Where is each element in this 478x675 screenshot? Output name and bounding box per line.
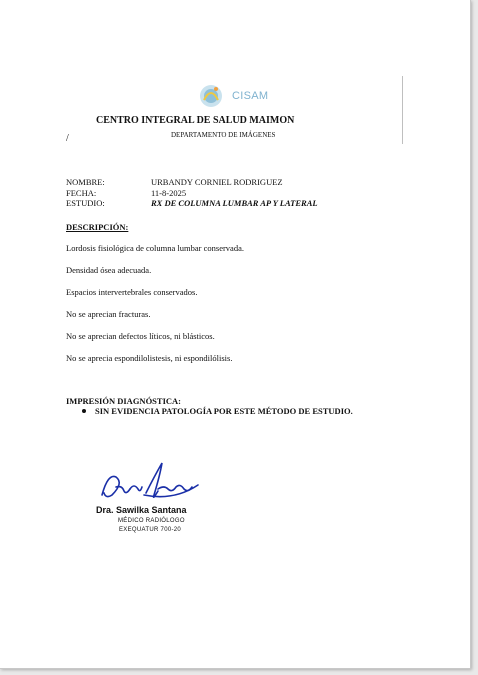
department-name: DEPARTAMENTO DE IMÁGENES bbox=[171, 131, 276, 139]
description-line: No se aprecian defectos líticos, ni blásticos. bbox=[66, 331, 215, 341]
header-divider bbox=[402, 76, 403, 144]
signer-title: MÉDICO RADIÓLOGO bbox=[118, 518, 185, 524]
date-label: FECHA: bbox=[66, 188, 97, 198]
signer-exequatur: EXEQUATUR 700-20 bbox=[119, 527, 182, 533]
name-value: URBANDY CORNIEL RODRIGUEZ bbox=[151, 177, 283, 187]
impression-item: SIN EVIDENCIA PATOLOGÍA POR ESTE MÉTODO DE ESTUDIO. bbox=[95, 406, 353, 416]
description-line: Lordosis fisiológica de columna lumbar conservada. bbox=[66, 243, 244, 253]
date-value: 11-8-2025 bbox=[151, 188, 187, 198]
description-line: No se aprecian fracturas. bbox=[66, 309, 151, 319]
handwritten-signature-icon bbox=[94, 455, 206, 505]
description-line: No se aprecia espondilolistesis, ni espondilólisis. bbox=[66, 353, 233, 363]
logo-text: CISAM bbox=[232, 90, 269, 102]
study-value: RX DE COLUMNA LUMBAR AP Y LATERAL bbox=[151, 198, 318, 208]
name-label: NOMBRE: bbox=[66, 177, 105, 187]
impression-heading: IMPRESIÓN DIAGNÓSTICA: bbox=[66, 396, 181, 406]
description-line: Densidad ósea adecuada. bbox=[66, 265, 152, 275]
study-label: ESTUDIO: bbox=[66, 198, 105, 208]
stray-mark: / bbox=[66, 133, 69, 144]
description-heading: DESCRIPCIÓN: bbox=[66, 222, 129, 232]
organization-name: CENTRO INTEGRAL DE SALUD MAIMON bbox=[96, 115, 295, 126]
bullet-icon bbox=[82, 409, 86, 413]
signer-name: Dra. Sawilka Santana bbox=[96, 505, 187, 515]
description-line: Espacios intervertebrales conservados. bbox=[66, 287, 198, 297]
